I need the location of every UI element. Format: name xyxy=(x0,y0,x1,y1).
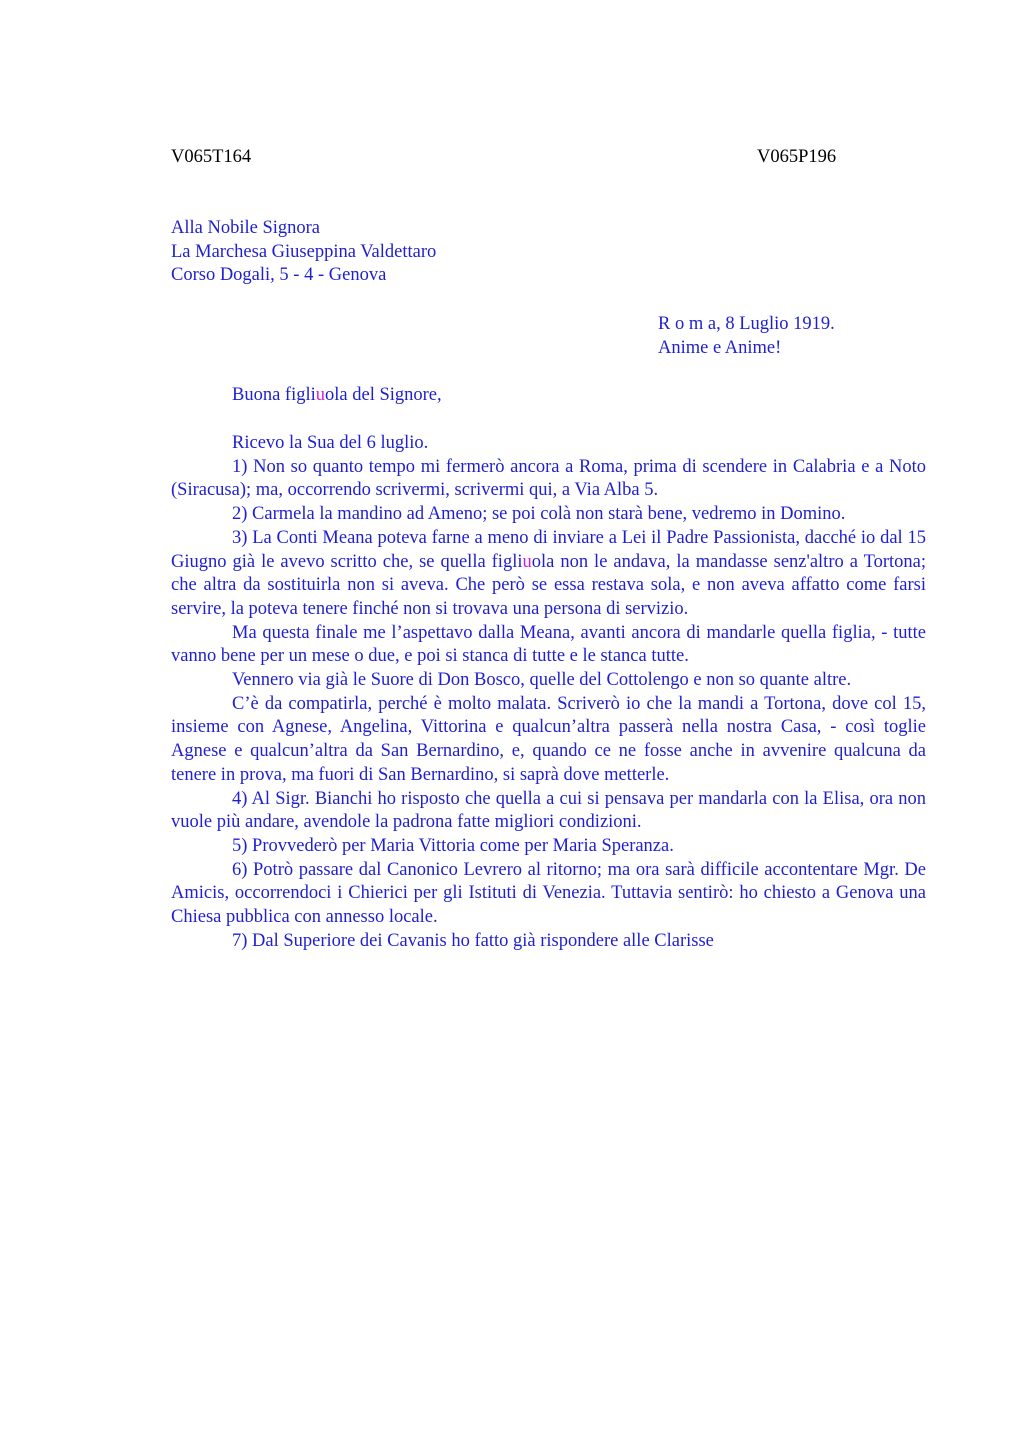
salutation-start: Buona figli xyxy=(232,385,316,405)
motto: Anime e Anime! xyxy=(658,337,782,358)
dateline xyxy=(658,313,835,360)
paragraph-compatirla: C’è da compatirla, perché è molto malata. Scriverò io che la mandi a Tortona, dove col 15, insieme con Agnese, Angelina, Vittorina e qualcun’altra passerà nella nostra Casa, - così toglie Agnese e qualcun’altra da San Bernardino, e, quando ce ne fosse anche in avvenire qualcuna da tenere in prova, ma fuori di San Bernardino, si saprà dove metterle. xyxy=(171,693,926,785)
paragraph-meana: Ma questa finale me l’aspettavo dalla Meana, avanti ancora di mandarle quella figlia, - tutte vanno bene per un mese o due, e poi si stanca di tutte e le stanca tutte. xyxy=(171,622,926,667)
point-3-end: ola non le andava, la mandasse senz'altro a Tortona; che altra da sostituirla non si aveva. Che però se essa restava sola, e non aveva affatto come farsi servire, la poteva tenere finché non si trovava una persona di servizio. xyxy=(171,551,926,619)
document-code-right: V065P196 xyxy=(757,147,837,167)
place-date: R o m a, 8 Luglio 1919. xyxy=(658,314,835,334)
paragraph-point-6: 6) Potrò passare dal Canonico Levrero al ritorno; ma ora sarà difficile accontentare Mgr. De Amicis, occorrendoci i Chierici per gli Istituti di Venezia. Tuttavia sentirò: ho chiesto a Genova una Chiesa pubblica con annesso locale. xyxy=(171,859,926,928)
recipient-address xyxy=(171,217,436,288)
paragraph-point-5: 5) Provvederò per Maria Vittoria come per Maria Speranza. xyxy=(232,835,674,856)
point-3-start: 3) La Conti Meana poteva farne a meno di inviare a Lei il Padre Passionista, dacché io dal 15 Giugno già le avevo scritto che, se quella figli xyxy=(171,527,926,572)
address-line-2: La Marchesa Giuseppina Valdettaro xyxy=(171,241,437,262)
letter-body xyxy=(171,432,926,953)
paragraph-point-3 xyxy=(171,527,926,622)
paragraph-point-4: 4) Al Sigr. Bianchi ho risposto che quella a cui si pensava per mandarla con la Elisa, ora non vuole più andare, avendole la padrona fatte migliori condizioni. xyxy=(171,788,926,833)
paragraph-point-2: 2) Carmela la mandino ad Ameno; se poi colà non starà bene, vedremo in Domino. xyxy=(232,504,846,525)
salutation xyxy=(232,384,442,408)
paragraph-point-1: 1) Non so quanto tempo mi fermerò ancora a Roma, prima di scendere in Calabria e a Noto (Siracusa); ma, occorrendo scrivermi, scrivermi qui, a Via Alba 5. xyxy=(171,456,926,501)
salutation-end: ola del Signore, xyxy=(325,385,442,405)
address-line-3: Corso Dogali, 5 - 4 - Genova xyxy=(171,265,387,286)
paragraph-opening: Ricevo la Sua del 6 luglio. xyxy=(232,433,429,453)
salutation-highlight: u xyxy=(315,385,326,405)
address-line-1: Alla Nobile Signora xyxy=(171,218,321,238)
point-3-highlight: u xyxy=(522,551,532,572)
paragraph-suore: Vennero via già le Suore di Don Bosco, quelle del Cottolengo e non so quante altre. xyxy=(232,670,852,691)
document-code-left: V065T164 xyxy=(171,147,252,167)
paragraph-point-7: 7) Dal Superiore dei Cavanis ho fatto già rispondere alle Clarisse xyxy=(232,930,714,951)
